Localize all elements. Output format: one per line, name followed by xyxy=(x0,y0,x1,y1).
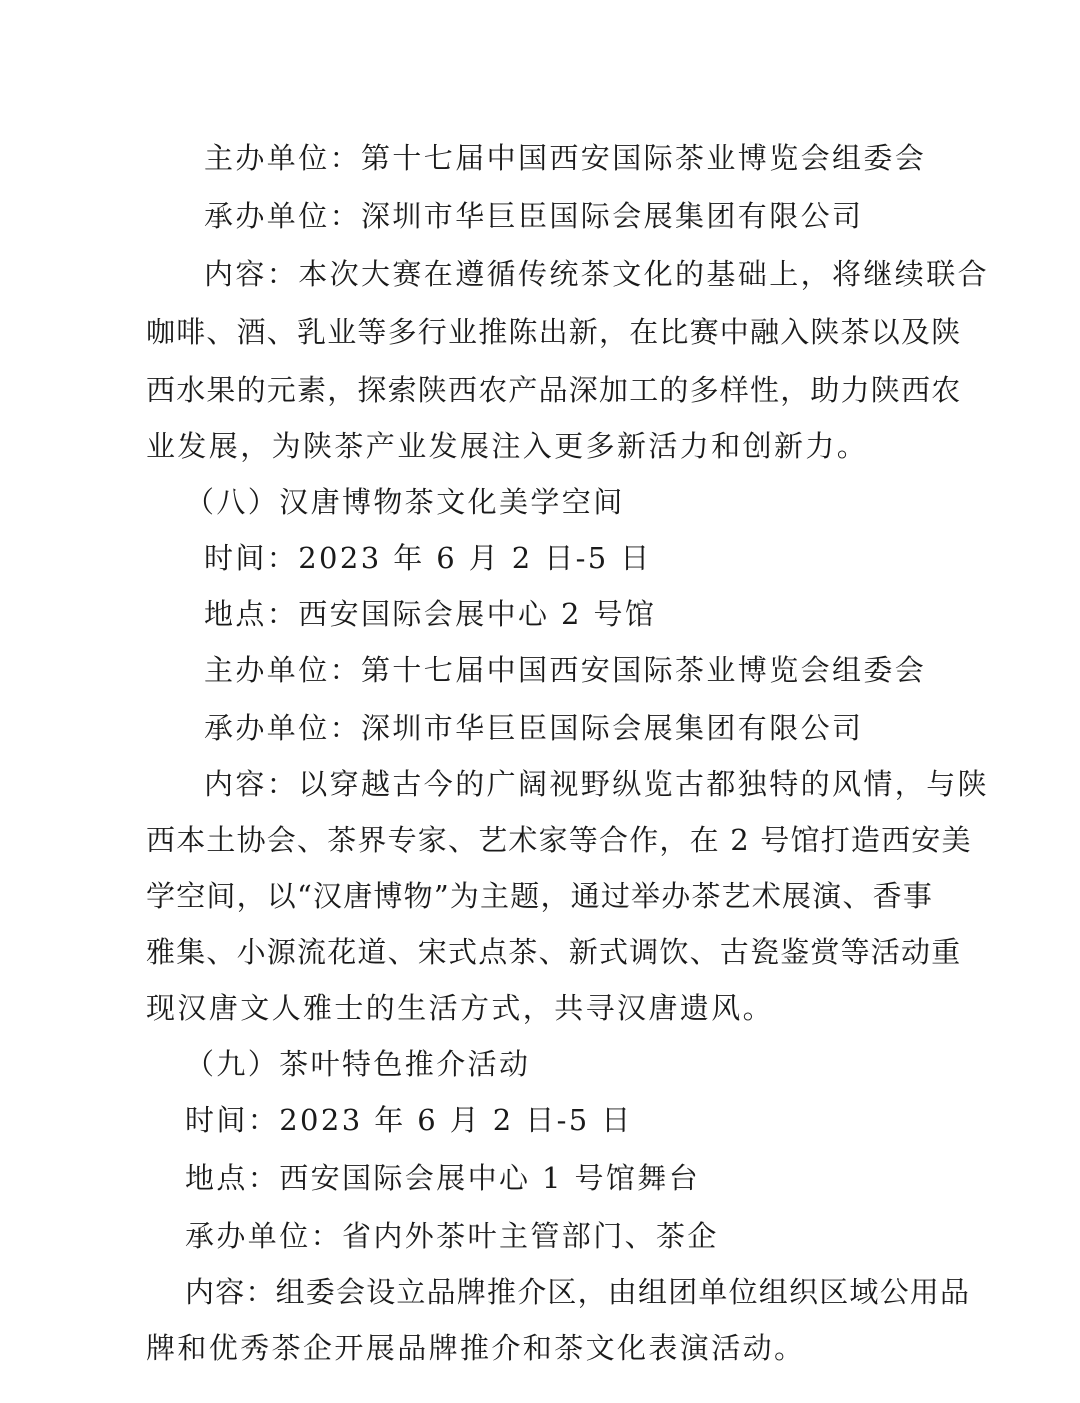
text-line: 西水果的元素，探索陕西农产品深加工的多样性，助力陕西农 xyxy=(146,373,962,407)
section-heading: （九）茶叶特色推介活动 xyxy=(185,1047,531,1081)
text-line: 内容：本次大赛在遵循传统茶文化的基础上，将继续联合 xyxy=(204,257,990,291)
text-line: 地点：西安国际会展中心 2 号馆 xyxy=(204,597,657,631)
text-line: 时间：2023 年 6 月 2 日-5 日 xyxy=(185,1103,633,1137)
text-line: 现汉唐文人雅士的生活方式，共寻汉唐遗风。 xyxy=(146,991,775,1025)
text-line: 地点：西安国际会展中心 1 号馆舞台 xyxy=(185,1161,701,1195)
text-line: 时间：2023 年 6 月 2 日-5 日 xyxy=(204,541,652,575)
section-heading: （八）汉唐博物茶文化美学空间 xyxy=(185,485,625,519)
text-line: 咖啡、酒、乳业等多行业推陈出新，在比赛中融入陕茶以及陕 xyxy=(146,315,962,349)
text-line: 学空间，以“汉唐博物”为主题，通过举办茶艺术展演、香事 xyxy=(146,879,934,913)
text-line: 承办单位：省内外茶叶主管部门、茶企 xyxy=(185,1219,719,1253)
text-line: 牌和优秀茶企开展品牌推介和茶文化表演活动。 xyxy=(146,1331,806,1365)
text-line: 业发展，为陕茶产业发展注入更多新活力和创新力。 xyxy=(146,429,869,463)
text-line: 主办单位：第十七届中国西安国际茶业博览会组委会 xyxy=(204,653,927,687)
text-line: 主办单位：第十七届中国西安国际茶业博览会组委会 xyxy=(204,141,927,175)
text-line: 内容：以穿越古今的广阔视野纵览古都独特的风情，与陕 xyxy=(204,767,990,801)
text-line: 承办单位：深圳市华巨臣国际会展集团有限公司 xyxy=(204,711,864,745)
text-line: 内容：组委会设立品牌推介区，由组团单位组织区域公用品 xyxy=(185,1275,971,1309)
text-line: 承办单位：深圳市华巨臣国际会展集团有限公司 xyxy=(204,199,864,233)
text-line: 雅集、小源流花道、宋式点茶、新式调饮、古瓷鉴赏等活动重 xyxy=(146,935,962,969)
text-line: 西本土协会、茶界专家、艺术家等合作，在 2 号馆打造西安美 xyxy=(146,823,972,857)
